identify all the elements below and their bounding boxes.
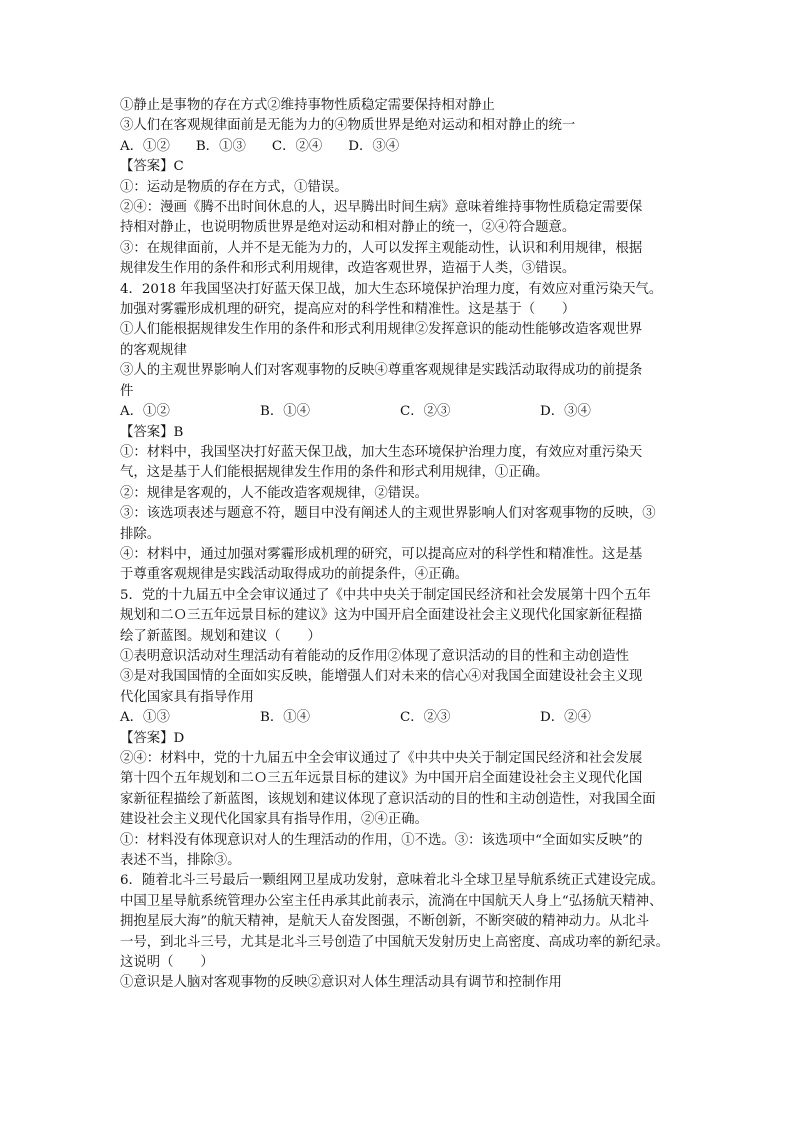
options-row xyxy=(120,402,680,422)
text-line: ③：在规律面前，人并不是无能为力的，人可以发挥主观能动性，认识和利用规律，根据 xyxy=(120,240,643,256)
text-line: 持相对静止，也说明物质世界是绝对运动和相对静止的统一，②④符合题意。 xyxy=(120,220,576,236)
text-line: 绘了新蓝图。规划和建议（ ） xyxy=(120,628,321,644)
text-line: 6．随着北斗三号最后一颗组网卫星成功发射，意味着北斗全球卫星导航系统正式建设完成。 xyxy=(120,873,665,889)
text-line: 的客观规律 xyxy=(120,342,187,358)
text-line: 加强对雾霾形成机理的研究，提高应对的科学性和精准性。这是基于（ ） xyxy=(120,302,576,318)
text-line: 于尊重客观规律是实践活动取得成功的前提条件，④正确。 xyxy=(120,567,469,583)
text-line: ④：材料中，通过加强对雾霾形成机理的研究，可以提高应对的科学性和精准性。这是基 xyxy=(120,546,643,562)
option-c: C．②③ xyxy=(400,710,451,726)
option-a: A．①② xyxy=(120,138,170,154)
text-line: 规律发生作用的条件和形式利用规律，改造客观世界，造福于人类，③错误。 xyxy=(120,261,576,277)
option-c: C．②③ xyxy=(400,404,451,420)
option-b: B．①④ xyxy=(260,710,311,726)
text-line: 规划和二Ｏ三五年远景目标的建议》这为中国开启全面建设社会主义现代化国家新征程描 xyxy=(120,608,643,624)
text-line: 拥抱星辰大海”的航天精神，是航天人奋发图强，不断创新，不断突破的精神动力。从北斗 xyxy=(120,914,650,930)
options-row xyxy=(120,708,680,728)
text-line: ①表明意识活动对生理活动有着能动的反作用②体现了意识活动的目的性和主动创造性 xyxy=(120,648,629,664)
text-line: 件 xyxy=(120,383,134,399)
text-line: 建设社会主义现代化国家具有指导作用，②④正确。 xyxy=(120,812,428,828)
text-line: 4．2018 年我国坚决打好蓝天保卫战，加大生态环境保护治理力度，有效应对重污染天气。 xyxy=(120,281,663,297)
text-line: 排除。 xyxy=(120,526,161,542)
text-line: 气，这是基于人们能根据规律发生作用的条件和形式利用规律，①正确。 xyxy=(120,465,549,481)
text-line: ①：材料中，我国坚决打好蓝天保卫战，加大生态环境保护治理力度，有效应对重污染天 xyxy=(120,444,643,460)
text-line: 表述不当，排除③。 xyxy=(120,853,241,869)
text-line: ①意识是人脑对客观事物的反映②意识对人体生理活动具有调节和控制作用 xyxy=(120,975,562,991)
answer-line: 【答案】B xyxy=(120,424,184,440)
text-line: ②④：材料中，党的十九届五中全会审议通过了《中共中央关于制定国民经济和社会发展 xyxy=(120,751,643,766)
text-line: 家新征程描绘了新蓝图，该规划和建议体现了意识活动的目的性和主动创造性，对我国全面 xyxy=(120,791,656,807)
answer-line: 【答案】C xyxy=(120,159,184,175)
text-line: ③人们在客观规律面前是无能为力的④物质世界是绝对运动和相对静止的统一 xyxy=(120,118,576,134)
text-line: ②④：漫画《腾不出时间休息的人，迟早腾出时间生病》意味着维持事物性质稳定需要保 xyxy=(120,200,643,216)
option-b: B．①④ xyxy=(260,404,311,420)
text-line: 中国卫星导航系统管理办公室主任冉承其此前表示，流淌在中国航天人身上“弘扬航天精神、 xyxy=(120,893,663,909)
text-line: 一号，到北斗三号，尤其是北斗三号创造了中国航天发射历史上高密度、高成功率的新纪录。 xyxy=(120,934,670,950)
text-line: ①静止是事物的存在方式②维持事物性质稳定需要保持相对静止 xyxy=(120,98,495,113)
text-line: ③是对我国国情的全面如实反映，能增强人们对未来的信心④对我国全面建设社会主义现 xyxy=(120,669,643,685)
text-line: 第十四个五年规划和二Ｏ三五年远景目标的建议》为中国开启全面建设社会主义现代化国 xyxy=(120,771,643,787)
text-line: 这说明（ ） xyxy=(120,955,214,971)
text-line: ②：规律是客观的，人不能改造客观规律，②错误。 xyxy=(120,485,428,501)
text-line: ①：材料没有体现意识对人的生理活动的作用，①不选。③：该选项中“全面如实反映”的 xyxy=(120,832,643,848)
option-b: B．①③ xyxy=(195,138,246,154)
option-d: D．②④ xyxy=(540,710,591,726)
option-a: A．①② xyxy=(120,404,170,420)
option-a: A．①③ xyxy=(120,710,170,726)
text-line: 代化国家具有指导作用 xyxy=(120,689,254,705)
text-line: ③：该选项表述与题意不符，题目中没有阐述人的主观世界影响人们对客观事物的反映，③ xyxy=(120,506,656,522)
option-c: C．②④ xyxy=(271,138,323,154)
text-line: ③人的主观世界影响人们对客观事物的反映④尊重客观规律是实践活动取得成功的前提条 xyxy=(120,363,643,379)
text-line: ①人们能根据规律发生作用的条件和形式利用规律②发挥意识的能动性能够改造客观世界 xyxy=(120,322,643,338)
options-row xyxy=(120,137,680,157)
document-page xyxy=(120,96,680,994)
answer-line: 【答案】D xyxy=(120,730,185,746)
text-line: ①：运动是物质的存在方式，①错误。 xyxy=(120,179,348,195)
option-d: D．③④ xyxy=(348,138,400,154)
text-line: 5．党的十九届五中全会审议通过了《中共中央关于制定国民经济和社会发展第十四个五年 xyxy=(120,587,651,603)
option-d: D．③④ xyxy=(540,404,591,420)
